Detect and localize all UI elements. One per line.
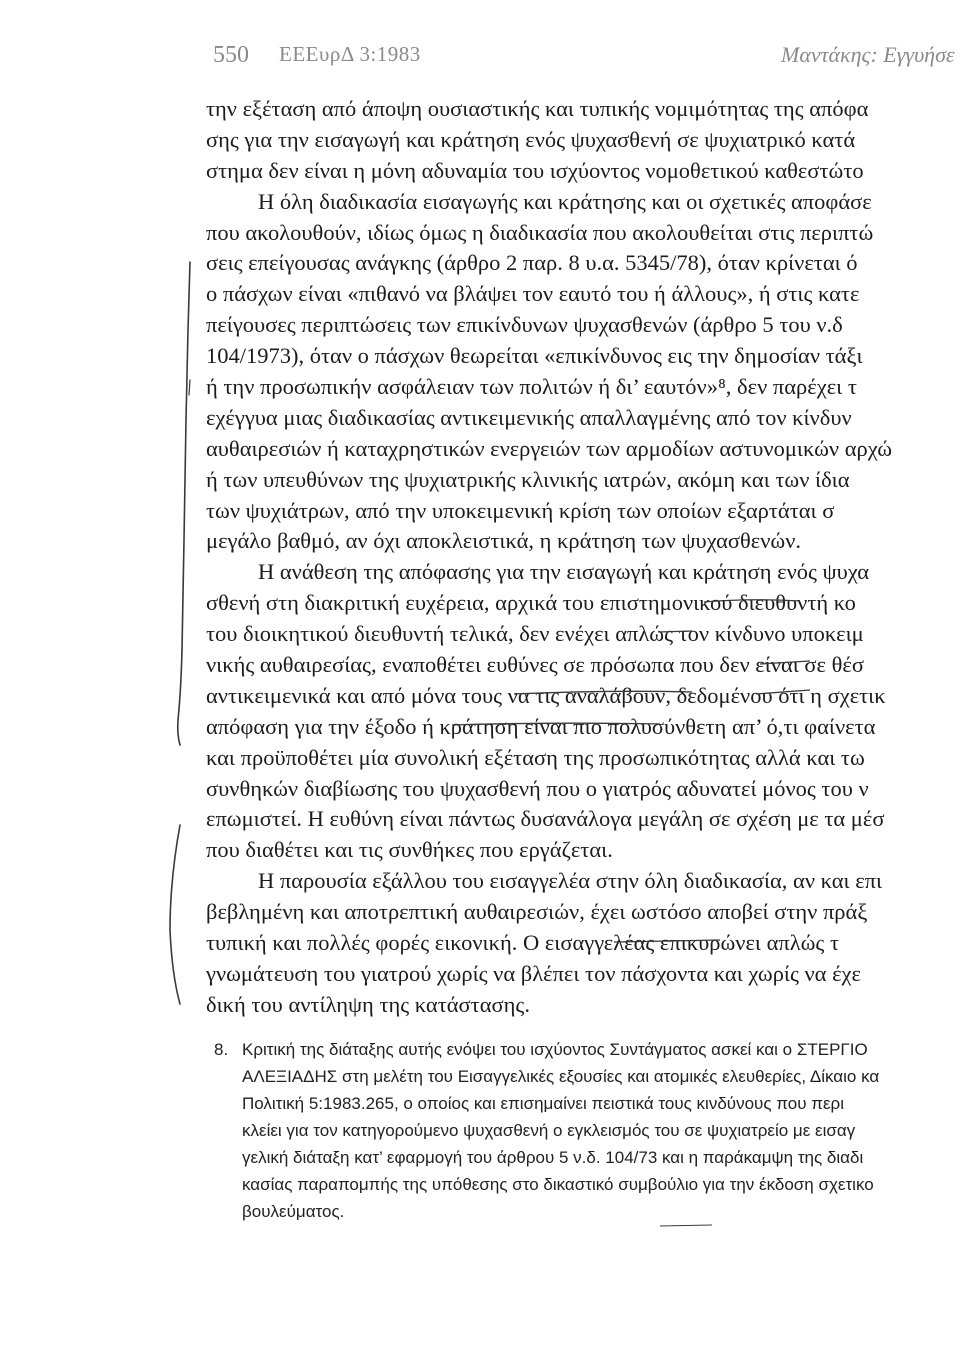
page-header <box>213 42 960 76</box>
text-line: Η παρουσία εξάλλου του εισαγγελέα στην όλη διαδικασία, αν και επι <box>258 868 883 894</box>
footnote-line: κλείει για τον κατηγορούμενο ψυχασθενή ο εγκλεισμός του σε ψυχιατρείο με εισαγ <box>242 1121 856 1140</box>
paragraph-3 <box>206 557 960 866</box>
text-line: τυπική και πολλές φορές εικονική. Ο εισαγγελέας επικυρώνει απλώς τ <box>206 930 840 956</box>
text-line: μεγάλο βαθμό, αν όχι αποκλειστικά, η κράτηση των ψυχασθενών. <box>206 528 802 554</box>
footnote-line: κασίας παραπομπής της υπόθεσης στο δικαστικό συμβούλιο για την έκδοση σχετικο <box>242 1175 874 1194</box>
text-line: των ψυχιάτρων, από την υποκειμενική κρίση των οποίων εξαρτάται σ <box>206 497 835 523</box>
margin-bracket-mark <box>178 650 182 745</box>
text-line: που ακολουθούν, ιδίως όμως η διαδικασία που ακολουθείται στις περιπτώ <box>206 219 874 245</box>
text-line: αυθαιρεσιών ή καταχρηστικών ενεργειών των αρμοδίων αστυνομικών αρχώ <box>206 435 893 461</box>
text-line: του διοικητικού διευθυντή τελικά, δεν ενέχει απλώς τον κίνδυνο υποκειμ <box>206 621 864 647</box>
text-line: δική του αντίληψη της κατάστασης. <box>206 991 530 1017</box>
text-line: εχέγγυα μιας διαδικασίας αντικειμενικής απαλλαγμένης από τον κίνδυν <box>206 404 852 430</box>
text-line: ή την προσωπικήν ασφάλειαν των πολιτών ή δι’ εαυτόν»⁸, δεν παρέχει τ <box>206 374 857 400</box>
running-title: Μαντάκης: Εγγυήσε <box>781 42 955 67</box>
body-text <box>206 94 960 1021</box>
text-line: σεις επείγουσας ανάγκης (άρθρο 2 παρ. 8 υ.α. 5345/78), όταν κρίνεται ό <box>206 250 858 276</box>
margin-bracket-mark <box>170 825 180 1004</box>
text-line: αντικειμενικά και από μόνα τους να τις αναλάβουν, δεδομένου ότι η σχετικ <box>206 682 886 708</box>
margin-tick-mark <box>189 380 190 395</box>
text-line: και προϋποθέτει μία συνολική εξέταση της προσωπικότητας αλλά και τω <box>206 744 865 770</box>
text-line: συνθηκών διαβίωσης του ψυχασθενή που ο γιατρός αδυνατεί μόνος του ν <box>206 775 869 801</box>
footnote <box>214 1036 960 1225</box>
page-number: 550 <box>213 42 249 68</box>
text-line: που διαθέτει και τις συνθήκες που εργάζεται. <box>206 837 613 863</box>
paragraph-2 <box>206 187 960 558</box>
paragraph-4 <box>206 866 960 1020</box>
footnote-line <box>214 1036 960 1063</box>
journal-citation: ΕΕΕυρΔ 3:1983 <box>279 42 421 66</box>
footnote-line: ΑΛΕΞΙΑΔΗΣ στη μελέτη του Εισαγγελικές εξουσίες και ατομικές ελευθερίες, Δίκαιο κα <box>242 1067 880 1086</box>
margin-bracket-mark <box>182 262 190 650</box>
text-line: βεβλημένη και αποτρεπτική αυθαιρεσιών, έχει ωστόσο αποβεί στην πράξ <box>206 899 868 925</box>
text-line: απόφαση για την έξοδο ή κράτηση είναι πιο πολυσύνθετη απ’ ό,τι φαίνετα <box>206 713 876 739</box>
text-line: Η ανάθεση της απόφασης για την εισαγωγή και κράτηση ενός ψυχα <box>258 559 870 585</box>
text-line: σθενή στη διακριτική ευχέρεια, αρχικά του επιστημονικού διευθυντή κο <box>206 590 856 616</box>
footnote-line: Πολιτική 5:1983.265, ο οποίος και επισημαίνει πειστικά τους κινδύνους που περι <box>242 1094 844 1113</box>
paragraph-1 <box>206 94 960 187</box>
text-line: στημα δεν είναι η μόνη αδυναμία του ισχύοντος νομοθετικού καθεστώτο <box>206 157 864 183</box>
text-line: την εξέταση από άποψη ουσιαστικής και τυπικής νομιμότητας της απόφα <box>206 96 869 121</box>
text-line: νικής αυθαιρεσίας, εναποθέτει ευθύνες σε πρόσωπα που δεν είναι σε θέσ <box>206 652 864 678</box>
text-line: ο πάσχων είναι «πιθανό να βλάψει τον εαυτό του ή άλλους», ή στις κατε <box>206 281 860 307</box>
footnote-line: βουλεύματος. <box>242 1202 345 1221</box>
text-line: ή των υπευθύνων της ψυχιατρικής κλινικής ιατρών, ακόμη και των ίδια <box>206 466 850 492</box>
text-line: γνωμάτευση του γιατρού χωρίς να βλέπει τον πάσχοντα και χωρίς να έχε <box>206 960 861 986</box>
text-line: 104/1973), όταν ο πάσχων θεωρείται «επικίνδυνος εις την δημοσίαν τάξι <box>206 343 863 369</box>
footnote-text: Κριτική της διάταξης αυτής ενόψει του ισχύοντος Συντάγματος ασκεί και ο ΣΤΕΡΓΙΟ <box>242 1040 868 1059</box>
underline-mark <box>660 1225 712 1226</box>
text-line: Η όλη διαδικασία εισαγωγής και κράτησης και οι σχετικές αποφάσε <box>258 188 872 214</box>
text-line: σης για την εισαγωγή και κράτηση ενός ψυχασθενή σε ψυχιατρικό κατά <box>206 126 856 152</box>
footnote-line: γελική διάταξη κατ’ εφαρμογή του άρθρου 5 ν.δ. 104/73 και η παράκαμψη της διαδι <box>242 1148 864 1167</box>
footnote-number: 8. <box>214 1040 229 1059</box>
text-line: πείγουσες περιπτώσεις των επικίνδυνων ψυχασθενών (άρθρο 5 του ν.δ <box>206 312 843 338</box>
text-line: επωμιστεί. Η ευθύνη είναι πάντως δυσανάλογα μεγάλη σε σχέση με τα μέσ <box>206 806 885 832</box>
